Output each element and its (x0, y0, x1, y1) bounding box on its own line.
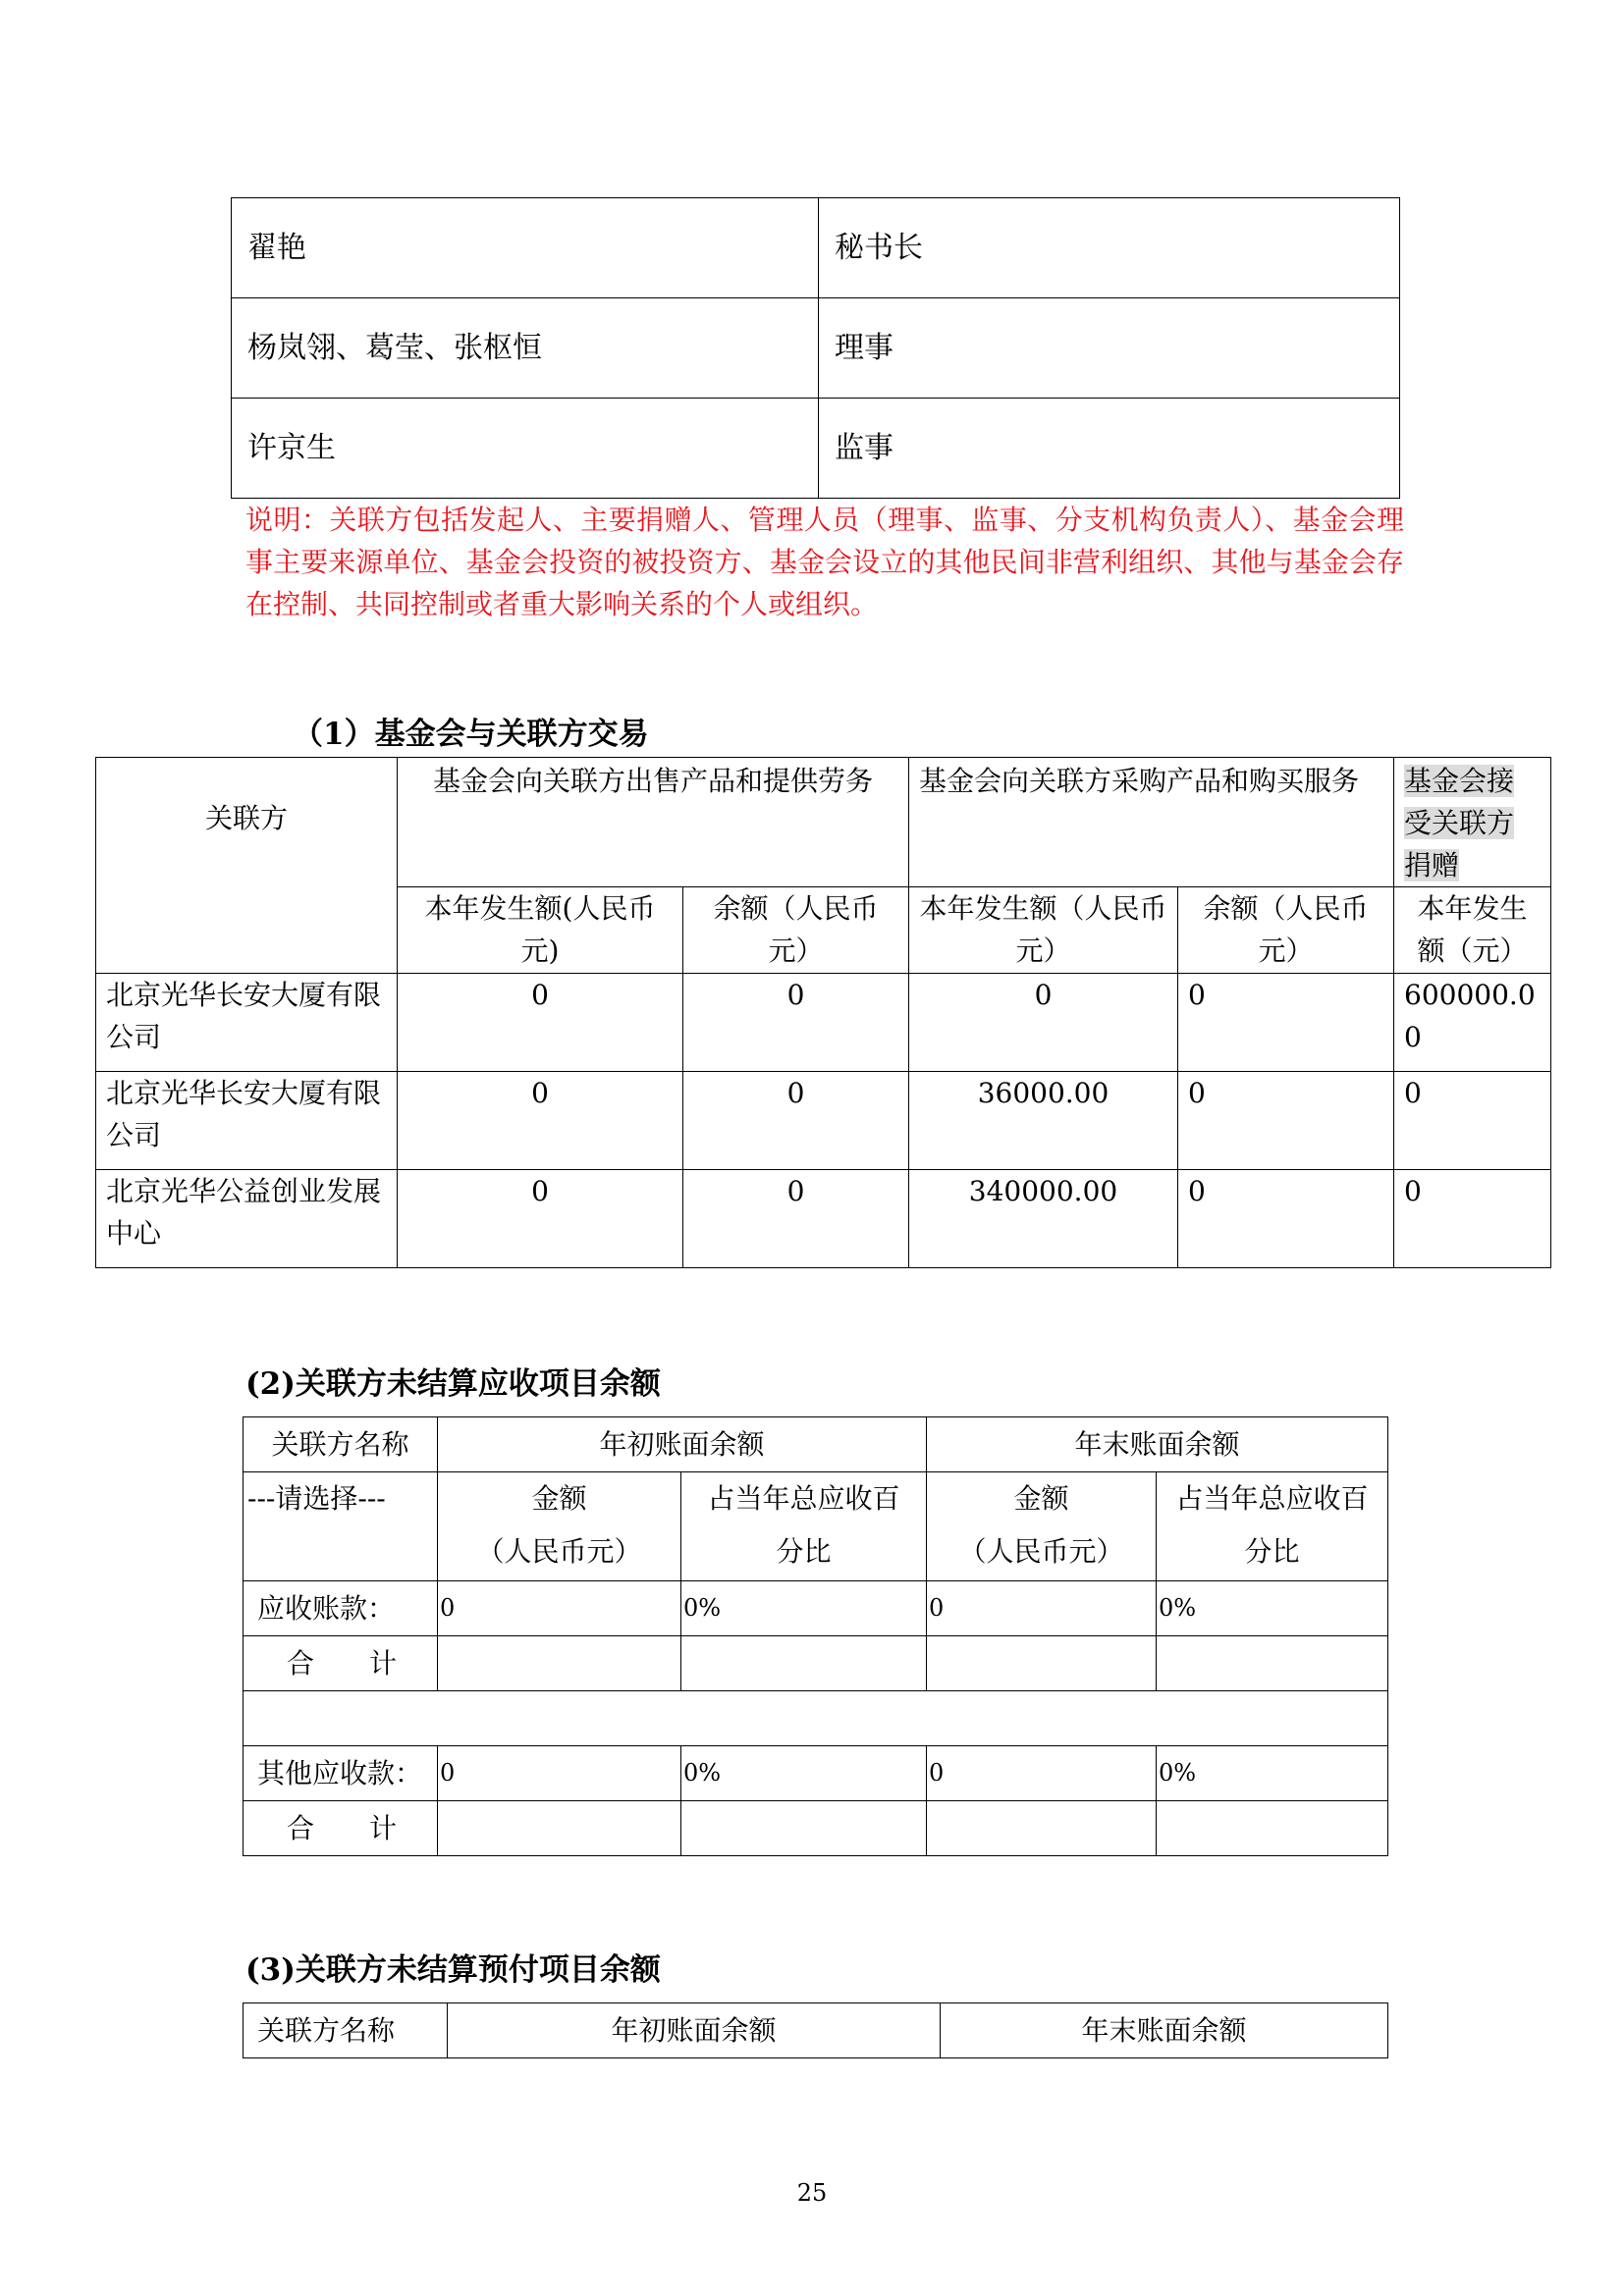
person-role: 理事 (819, 298, 1400, 399)
person-name: 翟艳 (232, 198, 819, 298)
header-donation-amount: 本年发生额（元） (1394, 887, 1551, 974)
purchase-balance: 0 (1178, 1072, 1394, 1170)
party-name: 北京光华长安大厦有限公司 (96, 1072, 398, 1170)
party-select (244, 1472, 438, 1581)
person-name: 杨岚翎、葛莹、张枢恒 (232, 298, 819, 399)
table-header-row (244, 2003, 1388, 2058)
header-sales-balance: 余额（人民币元） (683, 887, 909, 974)
header-pct-label-2: 分比 (1244, 1535, 1300, 1568)
header-pct-label: 占当年总应收百 (1175, 1482, 1369, 1515)
purchase-balance: 0 (1178, 1170, 1394, 1268)
donation-amount: 0 (1394, 1072, 1551, 1170)
empty-cell (681, 1801, 927, 1856)
related-party-note: 说明：关联方包括发起人、主要捐赠人、管理人员（理事、监事、分支机构负责人）、基金会理事主要来源单位、基金会投资的被投资方、基金会设立的其他民间非营利组织、其他与基金会存在控制、共同控制或者重大影响关系的个人或组织。 (245, 504, 1404, 620)
spacer-row (244, 1691, 1388, 1746)
header-amount-unit: （人民币元） (476, 1535, 642, 1568)
empty-cell (927, 1636, 1157, 1691)
header-opening-balance: 年初账面余额 (448, 2003, 941, 2058)
table-row (244, 1801, 1388, 1856)
section-title-transactions: （1）基金会与关联方交易 (293, 717, 649, 752)
header-party: 关联方 (96, 758, 398, 974)
table-row (244, 1746, 1388, 1801)
sales-amount: 0 (398, 1170, 683, 1268)
table-row (244, 1691, 1388, 1746)
table-row (96, 974, 1551, 1072)
header-open-pct (681, 1472, 927, 1581)
header-donations (1394, 758, 1551, 887)
purchase-balance: 0 (1178, 974, 1394, 1072)
table-row (96, 1072, 1551, 1170)
header-amount-unit: （人民币元） (958, 1535, 1124, 1568)
header-close-amount (927, 1472, 1157, 1581)
party-select-text: ---请选择--- (247, 1482, 386, 1515)
empty-cell (927, 1801, 1157, 1856)
table-row (232, 298, 1400, 399)
page-number: 25 (796, 2179, 828, 2207)
related-party-transactions-table (95, 757, 1551, 1268)
sales-amount: 0 (398, 974, 683, 1072)
total-label: 合 计 (244, 1801, 438, 1856)
total-label: 合 计 (244, 1636, 438, 1691)
table-header-row (96, 758, 1551, 887)
table-row (96, 1170, 1551, 1268)
sales-amount: 0 (398, 1072, 683, 1170)
row-label: 应收账款： (244, 1581, 438, 1636)
table-row (232, 399, 1400, 499)
sales-balance: 0 (683, 1072, 909, 1170)
header-party-name: 关联方名称 (244, 1417, 438, 1472)
open-amount: 0 (438, 1746, 681, 1801)
sales-balance: 0 (683, 1170, 909, 1268)
purchase-amount: 36000.00 (909, 1072, 1178, 1170)
donation-amount: 600000.00 (1394, 974, 1551, 1072)
purchase-amount: 340000.00 (909, 1170, 1178, 1268)
header-sales: 基金会向关联方出售产品和提供劳务 (398, 758, 909, 887)
table-row (232, 198, 1400, 298)
header-party-name: 关联方名称 (244, 2003, 448, 2058)
person-name: 许京生 (232, 399, 819, 499)
empty-cell (1157, 1636, 1388, 1691)
row-label: 其他应收款： (244, 1746, 438, 1801)
header-pct-label-2: 分比 (776, 1535, 832, 1568)
header-donations-text: 基金会接受关联方捐赠 (1404, 765, 1515, 881)
receivables-table (243, 1416, 1388, 1856)
section-title-prepaid: (3)关联方未结算预付项目余额 (245, 1952, 661, 1988)
header-pct-label: 占当年总应收百 (707, 1482, 900, 1515)
header-amount-label: 金额 (531, 1482, 587, 1515)
donation-amount: 0 (1394, 1170, 1551, 1268)
header-open-amount (438, 1472, 681, 1581)
header-opening-balance: 年初账面余额 (438, 1417, 927, 1472)
open-amount: 0 (438, 1581, 681, 1636)
party-name: 北京光华公益创业发展中心 (96, 1170, 398, 1268)
close-pct: 0% (1157, 1581, 1388, 1636)
table-row (244, 1636, 1388, 1691)
person-role: 秘书长 (819, 198, 1400, 298)
table-row (244, 1581, 1388, 1636)
header-close-pct (1157, 1472, 1388, 1581)
empty-cell (681, 1636, 927, 1691)
header-purchases: 基金会向关联方采购产品和购买服务 (909, 758, 1394, 887)
header-closing-balance: 年末账面余额 (941, 2003, 1388, 2058)
close-amount: 0 (927, 1746, 1157, 1801)
empty-cell (1157, 1801, 1388, 1856)
open-pct: 0% (681, 1581, 927, 1636)
open-pct: 0% (681, 1746, 927, 1801)
close-pct: 0% (1157, 1746, 1388, 1801)
table-header-row (244, 1417, 1388, 1472)
table-header-row (244, 1472, 1388, 1581)
persons-table (231, 197, 1400, 499)
prepaid-table (243, 2002, 1388, 2058)
section-title-receivables: (2)关联方未结算应收项目余额 (245, 1366, 661, 1402)
purchase-amount: 0 (909, 974, 1178, 1072)
header-amount-label: 金额 (1013, 1482, 1069, 1515)
header-purchase-amount: 本年发生额（人民币元） (909, 887, 1178, 974)
person-role: 监事 (819, 399, 1400, 499)
sales-balance: 0 (683, 974, 909, 1072)
empty-cell (438, 1801, 681, 1856)
header-sales-amount: 本年发生额(人民币元) (398, 887, 683, 974)
header-purchase-balance: 余额（人民币元） (1178, 887, 1394, 974)
party-name: 北京光华长安大厦有限公司 (96, 974, 398, 1072)
header-closing-balance: 年末账面余额 (927, 1417, 1388, 1472)
empty-cell (438, 1636, 681, 1691)
close-amount: 0 (927, 1581, 1157, 1636)
